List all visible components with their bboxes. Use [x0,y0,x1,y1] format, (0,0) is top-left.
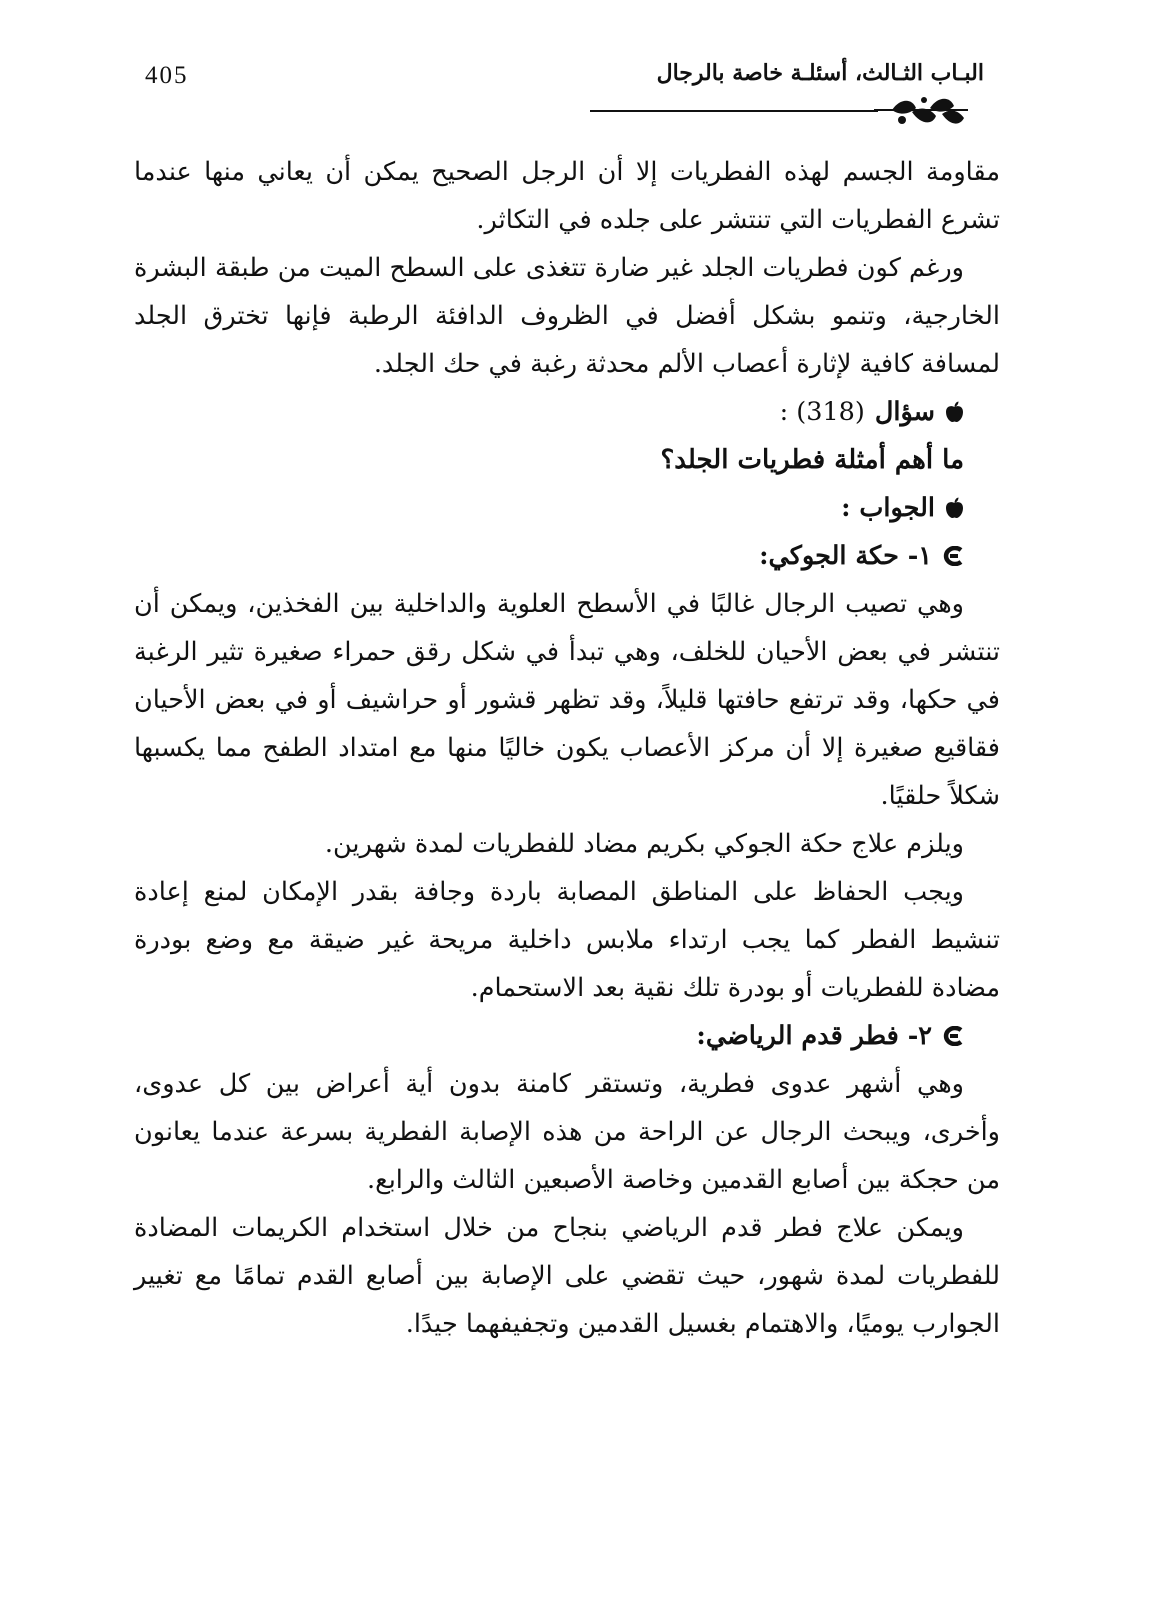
item-2-title: ٢- فطر قدم الرياضي: [696,1021,932,1051]
item-1-title: ١- حكة الجوكي: [759,541,932,571]
paragraph-2: ورغم كون فطريات الجلد غير ضارة تتغذى على السطح الميت من طبقة البشرة الخارجية، وتنمو بشكل أفضل في الظروف الدافئة الرطبة فإنها تخترق الجلد لمسافة كافية لإثارة أعصاب الألم محدثة رغبة في حك الجلد. [134,253,1000,379]
header-rule [590,110,878,112]
paragraph-5: ويجب الحفاظ على المناطق المصابة باردة وجافة بقدر الإمكان لمنع إعادة تنشيط الفطر كما يجب ارتداء ملابس داخلية مريحة غير ضيقة مع وضع بودرة مضادة للفطريات أو بودرة تلك نقية بعد الاستحمام. [134,877,1000,1003]
body-text [134,148,1000,1348]
paragraph-1: مقاومة الجسم لهذه الفطريات إلا أن الرجل الصحيح يمكن أن يعاني منها عندما تشرع الفطريات التي تنتشر على جلده في التكاثر. [134,157,1000,235]
question-number: (318) : [779,397,865,427]
question-text: ما أهم أمثلة فطريات الجلد؟ [660,445,964,475]
item-2-heading [134,1012,1000,1060]
c-shape-icon [942,546,964,566]
leaf-branch-ornament-icon [872,94,970,132]
c-shape-icon [942,1026,964,1046]
paragraph-6: وهي أشهر عدوى فطرية، وتستقر كامنة بدون أية أعراض بين كل عدوى، وأخرى، ويبحث الرجال عن الراحة من هذه الإصابة الفطرية بسرعة عندما يعانون من حجكة بين أصابع القدمين وخاصة الأصبعين الثالث والرابع. [134,1069,1000,1195]
paragraph-4: ويلزم علاج حكة الجوكي بكريم مضاد للفطريات لمدة شهرين. [324,829,964,859]
apple-icon [945,401,964,423]
question-label: سؤال [874,397,935,427]
running-header-title: البـاب الثـالث، أسئلـة خاصة بالرجال [656,60,984,86]
answer-label: الجواب : [841,493,935,523]
paragraph-7: ويمكن علاج فطر قدم الرياضي بنجاح من خلال استخدام الكريمات المضادة للفطريات لمدة شهور، حيث تقضي على الإصابة بين أصابع القدم تمامًا مع تغيير الجوارب يوميًا، والاهتمام بغسيل القدمين وتجفيفهما جيدًا. [134,1213,1000,1339]
page-number: 405 [145,62,189,89]
apple-icon [945,497,964,519]
item-1-heading [134,532,1000,580]
question-heading [134,388,1000,436]
answer-heading [134,484,1000,532]
paragraph-3: وهي تصيب الرجال غالبًا في الأسطح العلوية والداخلية بين الفخذين، ويمكن أن تنتشر في بعض الأحيان للخلف، وهي تبدأ في شكل رقق حمراء صغيرة تثير الرغبة في حكها، وقد ترتفع حافتها قليلاً، وقد تظهر قشور أو حراشيف أو في بعض الأحيان فقاقيع صغيرة إلا أن مركز الأعصاب يكون خاليًا منها مع امتداد الطفح مما يكسبها شكلاً حلقيًا. [134,589,1000,811]
